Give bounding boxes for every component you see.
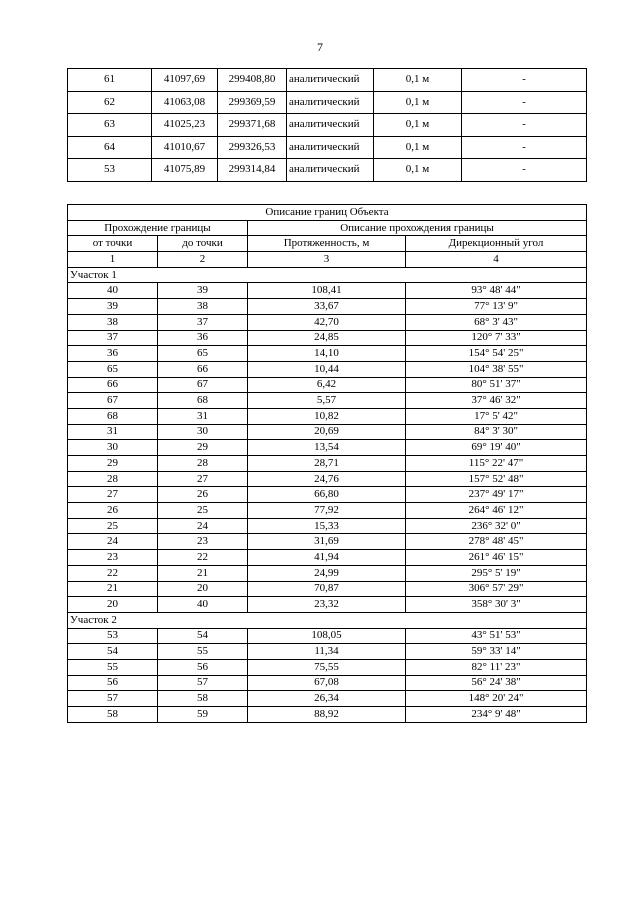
directional-angle: 234° 9' 48" [406, 707, 587, 723]
column-header-length: Протяженность, м [248, 236, 406, 252]
coordinate-y: 299369,59 [218, 91, 287, 114]
table-row [68, 136, 587, 159]
determination-method: аналитический [287, 136, 374, 159]
segment-length: 67,08 [248, 675, 406, 691]
segment-length: 20,69 [248, 424, 406, 440]
directional-angle: 84° 3' 30" [406, 424, 587, 440]
coordinate-x: 41010,67 [152, 136, 218, 159]
to-point: 39 [158, 283, 248, 299]
from-point: 37 [68, 330, 158, 346]
to-point: 38 [158, 299, 248, 315]
coordinate-x: 41063,08 [152, 91, 218, 114]
segment-length: 24,85 [248, 330, 406, 346]
coordinate-x: 41097,69 [152, 69, 218, 92]
table-row [68, 69, 587, 92]
table-row [68, 440, 587, 456]
page-number: 7 [317, 40, 323, 54]
table-row [68, 487, 587, 503]
segment-length: 13,54 [248, 440, 406, 456]
accuracy-value: 0,1 м [374, 69, 462, 92]
table-row [68, 691, 587, 707]
column-header-to: до точки [158, 236, 248, 252]
table-row [68, 644, 587, 660]
directional-angle: 17° 5' 42" [406, 408, 587, 424]
directional-angle: 115° 22' 47" [406, 456, 587, 472]
from-point: 31 [68, 424, 158, 440]
determination-method: аналитический [287, 159, 374, 182]
directional-angle: 80° 51' 37" [406, 377, 587, 393]
table-row [68, 707, 587, 723]
segment-length: 88,92 [248, 707, 406, 723]
coordinate-y: 299408,80 [218, 69, 287, 92]
segment-length: 77,92 [248, 503, 406, 519]
segment-length: 70,87 [248, 581, 406, 597]
table-row [68, 456, 587, 472]
table-row [68, 377, 587, 393]
segment-length: 33,67 [248, 299, 406, 315]
segment-length: 6,42 [248, 377, 406, 393]
table-row [68, 159, 587, 182]
coordinate-y: 299314,84 [218, 159, 287, 182]
from-point: 39 [68, 299, 158, 315]
table-row [68, 330, 587, 346]
from-point: 40 [68, 283, 158, 299]
table-row [68, 114, 587, 137]
table-row [68, 675, 587, 691]
from-point: 65 [68, 361, 158, 377]
segment-length: 108,41 [248, 283, 406, 299]
point-note: - [462, 69, 587, 92]
table-row [68, 659, 587, 675]
to-point: 56 [158, 659, 248, 675]
segment-length: 42,70 [248, 314, 406, 330]
segment-length: 28,71 [248, 456, 406, 472]
from-point: 22 [68, 565, 158, 581]
segment-length: 15,33 [248, 518, 406, 534]
segment-length: 23,32 [248, 597, 406, 613]
from-point: 27 [68, 487, 158, 503]
to-point: 65 [158, 346, 248, 362]
determination-method: аналитический [287, 91, 374, 114]
to-point: 21 [158, 565, 248, 581]
segment-length: 5,57 [248, 393, 406, 409]
from-point: 21 [68, 581, 158, 597]
from-point: 54 [68, 644, 158, 660]
from-point: 57 [68, 691, 158, 707]
to-point: 67 [158, 377, 248, 393]
table-row [68, 424, 587, 440]
from-point: 58 [68, 707, 158, 723]
from-point: 67 [68, 393, 158, 409]
from-point: 66 [68, 377, 158, 393]
accuracy-value: 0,1 м [374, 159, 462, 182]
segment-length: 31,69 [248, 534, 406, 550]
segment-length: 10,44 [248, 361, 406, 377]
from-point: 56 [68, 675, 158, 691]
table-row [68, 534, 587, 550]
to-point: 58 [158, 691, 248, 707]
to-point: 30 [158, 424, 248, 440]
directional-angle: 295° 5' 19" [406, 565, 587, 581]
table-row [68, 283, 587, 299]
table-row [68, 408, 587, 424]
directional-angle: 261° 46' 15" [406, 550, 587, 566]
column-number: 4 [406, 252, 587, 268]
directional-angle: 43° 51' 53" [406, 628, 587, 644]
column-number: 3 [248, 252, 406, 268]
directional-angle: 237° 49' 17" [406, 487, 587, 503]
from-point: 38 [68, 314, 158, 330]
table-row [68, 581, 587, 597]
point-number: 63 [68, 114, 152, 137]
table-row [68, 346, 587, 362]
column-number: 1 [68, 252, 158, 268]
table-row [68, 471, 587, 487]
from-point: 25 [68, 518, 158, 534]
table-row [68, 314, 587, 330]
to-point: 55 [158, 644, 248, 660]
segment-length: 14,10 [248, 346, 406, 362]
table-title-row [68, 205, 587, 221]
section-row [68, 612, 587, 628]
directional-angle: 306° 57' 29" [406, 581, 587, 597]
directional-angle: 264° 46' 12" [406, 503, 587, 519]
table-title: Описание границ Объекта [68, 205, 587, 221]
directional-angle: 104° 38' 55" [406, 361, 587, 377]
to-point: 22 [158, 550, 248, 566]
directional-angle: 154° 54' 25" [406, 346, 587, 362]
segment-length: 11,34 [248, 644, 406, 660]
to-point: 66 [158, 361, 248, 377]
directional-angle: 93° 48' 44" [406, 283, 587, 299]
coordinate-y: 299326,53 [218, 136, 287, 159]
point-coordinates-table [67, 68, 587, 182]
column-number-row [68, 252, 587, 268]
from-point: 26 [68, 503, 158, 519]
point-number: 62 [68, 91, 152, 114]
segment-length: 24,99 [248, 565, 406, 581]
to-point: 36 [158, 330, 248, 346]
point-number: 53 [68, 159, 152, 182]
segment-length: 10,82 [248, 408, 406, 424]
to-point: 57 [158, 675, 248, 691]
point-note: - [462, 159, 587, 182]
point-note: - [462, 91, 587, 114]
coordinate-y: 299371,68 [218, 114, 287, 137]
section-label: Участок 2 [68, 612, 587, 628]
section-label: Участок 1 [68, 267, 587, 283]
from-point: 53 [68, 628, 158, 644]
boundary-description-table [67, 204, 587, 723]
section-row [68, 267, 587, 283]
group-header-row [68, 220, 587, 236]
table-row [68, 597, 587, 613]
to-point: 24 [158, 518, 248, 534]
to-point: 37 [158, 314, 248, 330]
from-point: 28 [68, 471, 158, 487]
to-point: 40 [158, 597, 248, 613]
directional-angle: 56° 24' 38" [406, 675, 587, 691]
directional-angle: 77° 13' 9" [406, 299, 587, 315]
table-row [68, 565, 587, 581]
accuracy-value: 0,1 м [374, 91, 462, 114]
from-point: 68 [68, 408, 158, 424]
from-point: 30 [68, 440, 158, 456]
directional-angle: 120° 7' 33" [406, 330, 587, 346]
from-point: 55 [68, 659, 158, 675]
directional-angle: 278° 48' 45" [406, 534, 587, 550]
to-point: 59 [158, 707, 248, 723]
table-row [68, 503, 587, 519]
directional-angle: 157° 52' 48" [406, 471, 587, 487]
point-note: - [462, 136, 587, 159]
table-row [68, 91, 587, 114]
table-row [68, 518, 587, 534]
from-point: 36 [68, 346, 158, 362]
column-header-angle: Дирекционный угол [406, 236, 587, 252]
segment-length: 108,05 [248, 628, 406, 644]
directional-angle: 68° 3' 43" [406, 314, 587, 330]
directional-angle: 148° 20' 24" [406, 691, 587, 707]
from-point: 29 [68, 456, 158, 472]
column-number: 2 [158, 252, 248, 268]
to-point: 28 [158, 456, 248, 472]
table-row [68, 361, 587, 377]
segment-length: 26,34 [248, 691, 406, 707]
to-point: 25 [158, 503, 248, 519]
group-header-description: Описание прохождения границы [248, 220, 587, 236]
to-point: 31 [158, 408, 248, 424]
to-point: 54 [158, 628, 248, 644]
point-note: - [462, 114, 587, 137]
directional-angle: 59° 33' 14" [406, 644, 587, 660]
column-header-row [68, 236, 587, 252]
directional-angle: 37° 46' 32" [406, 393, 587, 409]
directional-angle: 69° 19' 40" [406, 440, 587, 456]
directional-angle: 236° 32' 0" [406, 518, 587, 534]
to-point: 20 [158, 581, 248, 597]
directional-angle: 82° 11' 23" [406, 659, 587, 675]
group-header-passage: Прохождение границы [68, 220, 248, 236]
column-header-from: от точки [68, 236, 158, 252]
from-point: 23 [68, 550, 158, 566]
table-row [68, 393, 587, 409]
to-point: 26 [158, 487, 248, 503]
table-row [68, 299, 587, 315]
coordinate-x: 41075,89 [152, 159, 218, 182]
segment-length: 75,55 [248, 659, 406, 675]
segment-length: 41,94 [248, 550, 406, 566]
from-point: 20 [68, 597, 158, 613]
determination-method: аналитический [287, 114, 374, 137]
point-number: 61 [68, 69, 152, 92]
table-row [68, 628, 587, 644]
determination-method: аналитический [287, 69, 374, 92]
to-point: 27 [158, 471, 248, 487]
table-row [68, 550, 587, 566]
segment-length: 24,76 [248, 471, 406, 487]
accuracy-value: 0,1 м [374, 136, 462, 159]
directional-angle: 358° 30' 3" [406, 597, 587, 613]
segment-length: 66,80 [248, 487, 406, 503]
point-number: 64 [68, 136, 152, 159]
from-point: 24 [68, 534, 158, 550]
coordinate-x: 41025,23 [152, 114, 218, 137]
to-point: 23 [158, 534, 248, 550]
to-point: 68 [158, 393, 248, 409]
to-point: 29 [158, 440, 248, 456]
accuracy-value: 0,1 м [374, 114, 462, 137]
